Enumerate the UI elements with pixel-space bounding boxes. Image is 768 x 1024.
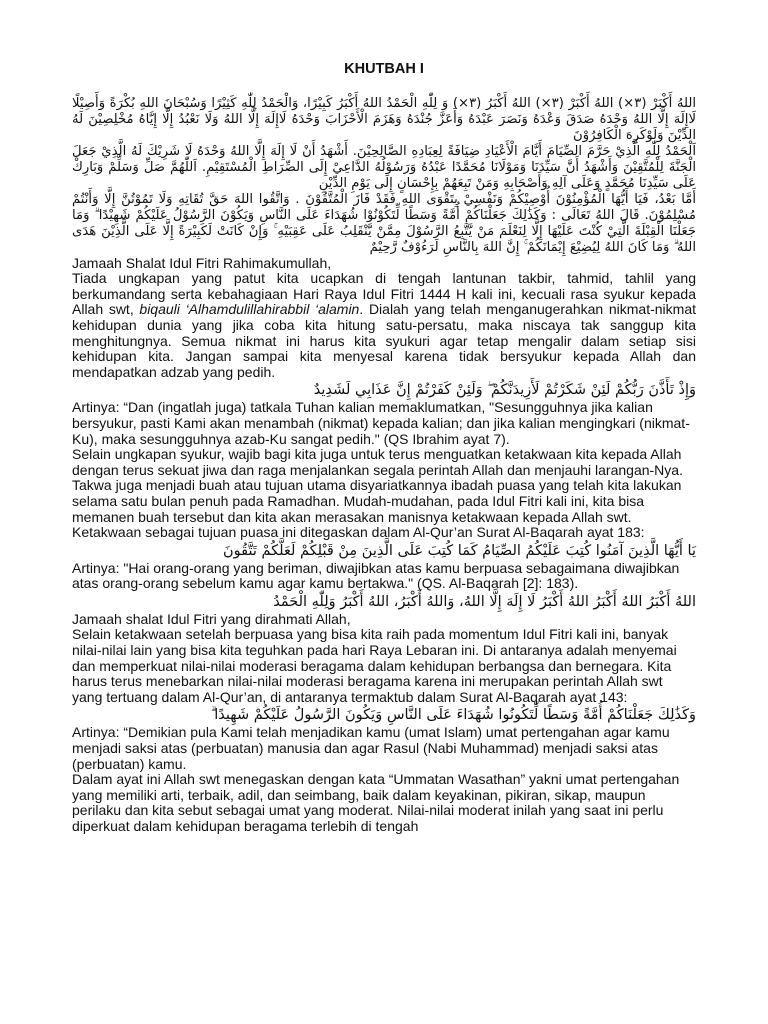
italic-phrase: biqauli ‘Alhamdulillahirabbil ‘alamin xyxy=(139,301,360,318)
verse-ibrahim-7: وَإِذْ تَأَذَّنَ رَبُّكُمْ لَئِنْ شَكَرْتُمْ لَأَزِيدَنَّكُمْ ۖ وَلَئِنْ كَفَرْتُمْ إِنَّ عَذَابِي لَشَدِيدٌ xyxy=(313,382,696,399)
paragraph-3: Ketakwaan sebagai tujuan puasa ini ditegaskan dalam Al-Qur’an Surat Al-Baqarah ayat 183: xyxy=(72,524,645,541)
arabic-opening-2: اَلْحَمْدُ لِلّٰهِ الَّذِيْ حَرَّمَ الصِّيَامَ أَيَّامَ الْأَعْيَادِ ضِيَافَةً لِعِبَادِهِ الصَّالِحِيْنَ. أَشْهَدُ أَنْ لَا إِلَهَ إِلَّا اللهُ وَحْدَهُ لَا شَرِيْكَ لَهُ الَّذِيْ جَعَلَ الْجَنَّةَ لِلْمُتَّقِيْنَ وَأَشْهَدُ أَنَّ سَيِّدَنَا وَمَوْلَانَا مُحَمَّدًا عَبْدُهُ وَرَسُوْلُهُ الدَّاعِيْ إِلَى الصِّرَاطِ الْمُسْتَقِيْمِ. اَللّٰهُمَّ صَلِّ وَسَلِّمْ وَبَارِكْ عَلَى سَيِّدِنَا مُحَمَّدٍ وَعَلَى آلِهِ وَأَصْحَابِهِ وَمَنْ تَبِعَهُمْ بِإِحْسَانٍ إِلَى يَوْمِ الدِّيْنِ xyxy=(72,143,696,191)
salutation-1: Jamaah Shalat Idul Fitri Rahimakumullah, xyxy=(72,254,332,271)
translation-2: Artinya: "Hai orang-orang yang beriman, diwajibkan atas kamu berpuasa sebagaimana diwajibkan atas orang-orang sebelum kamu agar kamu bertakwa." (QS. Al-Baqarah [2]: 183). xyxy=(72,559,680,592)
paragraph-4: Selain ketakwaan setelah berpuasa yang bisa kita raih pada momentum Idul Fitri kali ini, banyak nilai-nilai lain yang bisa kita teguhkan pada hari Raya Lebaran ini. Di antaranya adalah menyemai dan memperkuat nilai-nilai moderasi beragama dalam kehidupan berbangsa dan bernegara. Kita harus terus menebarkan nilai-nilai moderasi beragama karena ini merupakan perintah Allah swt yang tertuang dalam Al-Qur’an, di antaranya termaktub dalam Surat Al-Baqarah ayat 143: xyxy=(72,626,677,705)
takbir-verse: اللهُ أَكْبَرُ اللهُ أَكْبَرُ اللهُ أَكْبَرُ لَا إِلَهَ إِلَّا اللهُ، وَاللهُ أَكْبَرُ، اللهُ أَكْبَرُ وَلِلّٰهِ الْحَمْدُ xyxy=(273,593,696,610)
translation-1: Artinya: “Dan (ingatlah juga) tatkala Tuhan kalian memaklumatkan, "Sesungguhnya jika kalian bersyukur, pasti Kami akan menambah (nikmat) kepada kalian; dan jika kalian mengingkari (nikmat-Ku), maka sesungguhnya azab-Ku sangat pedih." (QS Ibrahim ayat 7). xyxy=(72,399,690,447)
arabic-opening-3: أَمَّا بَعْدُ، فَيَا أَيُّهَا الْمُؤْمِنُوْنَ أُوْصِيْكُمْ وَنَفْسِيْ بِتَقْوَى اللهِ فَقَدْ فَازَ الْمُتَّقُوْنَ . وَاتَّقُوا اللهَ حَقَّ تُقَاتِهِ وَلَا تَمُوْتُنَّ إِلَّا وَأَنْتُمْ مُسْلِمُوْنَ. قَالَ اللهُ تَعَالَى : وَكَذَٰلِكَ جَعَلْنَاكُمْ أُمَّةً وَسَطًا لِّتَكُوْنُوْا شُهَدَاءَ عَلَى النَّاسِ وَيَكُوْنَ الرَّسُوْلُ عَلَيْكُمْ شَهِيْدًا ۗ وَمَا جَعَلْنَا الْقِبْلَةَ الَّتِيْ كُنْتَ عَلَيْهَا إِلَّا لِنَعْلَمَ مَنْ يَّتَّبِعُ الرَّسُوْلَ مِمَّنْ يَّنْقَلِبُ عَلَى عَقِبَيْهِ ۚ وَإِنْ كَانَتْ لَكَبِيْرَةً إِلَّا عَلَى الَّذِيْنَ هَدَى اللهُ ۗ وَمَا كَانَ اللهُ لِيُضِيْعَ إِيْمَانَكُمْ ۚ إِنَّ اللهَ بِالنَّاسِ لَرَءُوْفٌ رَّحِيْمٌ xyxy=(72,191,696,255)
paragraph-1: Tiada ungkapan yang patut kita ucapkan di tengah lantunan takbir, tahmid, tahlil yang berkumandang serta kebahagiaan Hari Raya Idul Fitri 1444 H kali ini, kecuali rasa syukur kepada Allah swt, biqauli ‘Alhamdulillahirabbil ‘alamin. Dialah yang telah menganugerahkan nikmat-nikmat kehidupan dunia yang jika coba kita hitung satu-persatu, maka niscaya tak sanggup kita menghitungnya. Semua nikmat ini harus kita syukuri agar tetap mengalir dalam setiap sisi kehidupan kita. Jangan sampai kita menyesal karena tidak bersyukur kepada Allah dan mendapatkan adzab yang pedih. xyxy=(72,270,696,380)
translation-3: Artinya: “Demikian pula Kami telah menjadikan kamu (umat Islam) umat pertengahan agar kamu menjadi saksi atas (perbuatan) manusia dan agar Rasul (Nabi Muhammad) menjadi saksi atas (perbuatan) kamu. xyxy=(72,724,670,772)
arabic-opening-1: اللهُ أَكْبَرْ (٣×) اللهُ أَكْبَرْ (٣×) اللهُ أَكْبَرُ (٣×) وَ لِلّٰهِ الْحَمْدُ اللهُ أَكْبَرُ كَبِيْرًا، وَالْحَمْدُ لِلّٰهِ كَثِيْرًا وَسُبْحَانَ اللهِ بُكْرَةً وَأَصِيْلًا لَاإِلَهَ إِلَّا اللهُ وَحْدَهُ صَدَقَ وَعْدَهُ وَنَصَرَ عَبْدَهُ وَأَعَزَّ جُنْدَهُ وَهَزَمَ الْأَحْزَابَ وَحْدَهُ لَاإِلَهَ إِلَّا اللهُ وَلَا نَعْبُدُ إِلَّا إِيَّاهُ مُخْلِصِيْنَ لَهُ الدِّيْنَ وَلَوْكَرِهَ الْكَافِرُوْنَ xyxy=(72,95,697,143)
verse-baqarah-183: يَا أَيُّهَا الَّذِينَ آمَنُوا كُتِبَ عَلَيْكُمُ الصِّيَامُ كَمَا كُتِبَ عَلَى الَّذِينَ مِنْ قَبْلِكُمْ لَعَلَّكُمْ تَتَّقُونَ xyxy=(223,542,696,559)
document-page xyxy=(72,56,696,835)
paragraph-5: Dalam ayat ini Allah swt menegaskan dengan kata “Ummatan Wasathan” yakni umat pertengahan yang memiliki arti, terbaik, adil, dan seimbang, baik dalam keyakinan, pikiran, sikap, maupun perilaku dan kita sebut sebagai umat yang moderat. Nilai-nilai moderat inilah yang saat ini perlu diperkuat dalam kehidupan beragama terlebih di tengah xyxy=(72,771,680,834)
page-title: KHUTBAH I xyxy=(344,61,424,77)
paragraph-2: Selain ungkapan syukur, wajib bagi kita juga untuk terus menguatkan ketakwaan kita kepada Allah dengan terus sekuat jiwa dan raga menjalankan segala perintah Allah dan menjauhi larangan-Nya. Takwa juga menjadi buah atau tujuan utama disyariatkannya ibadah puasa yang telah kita lakukan selama satu bulan penuh pada Ramadhan. Mudah-mudahan, pada Idul Fitri kali ini, kita bisa memanen buah tersebut dan kita akan merasakan manisnya ketakwaan kepada Allah swt. xyxy=(72,446,683,525)
verse-baqarah-143: وَكَذَٰلِكَ جَعَلْنَاكُمْ أُمَّةً وَسَطًا لِّتَكُونُوا شُهَدَاءَ عَلَى النَّاسِ وَيَكُونَ الرَّسُولُ عَلَيْكُمْ شَهِيدًا ۗ xyxy=(210,707,696,724)
salutation-2: Jamaah shalat Idul Fitri yang dirahmati Allah, xyxy=(72,610,351,627)
